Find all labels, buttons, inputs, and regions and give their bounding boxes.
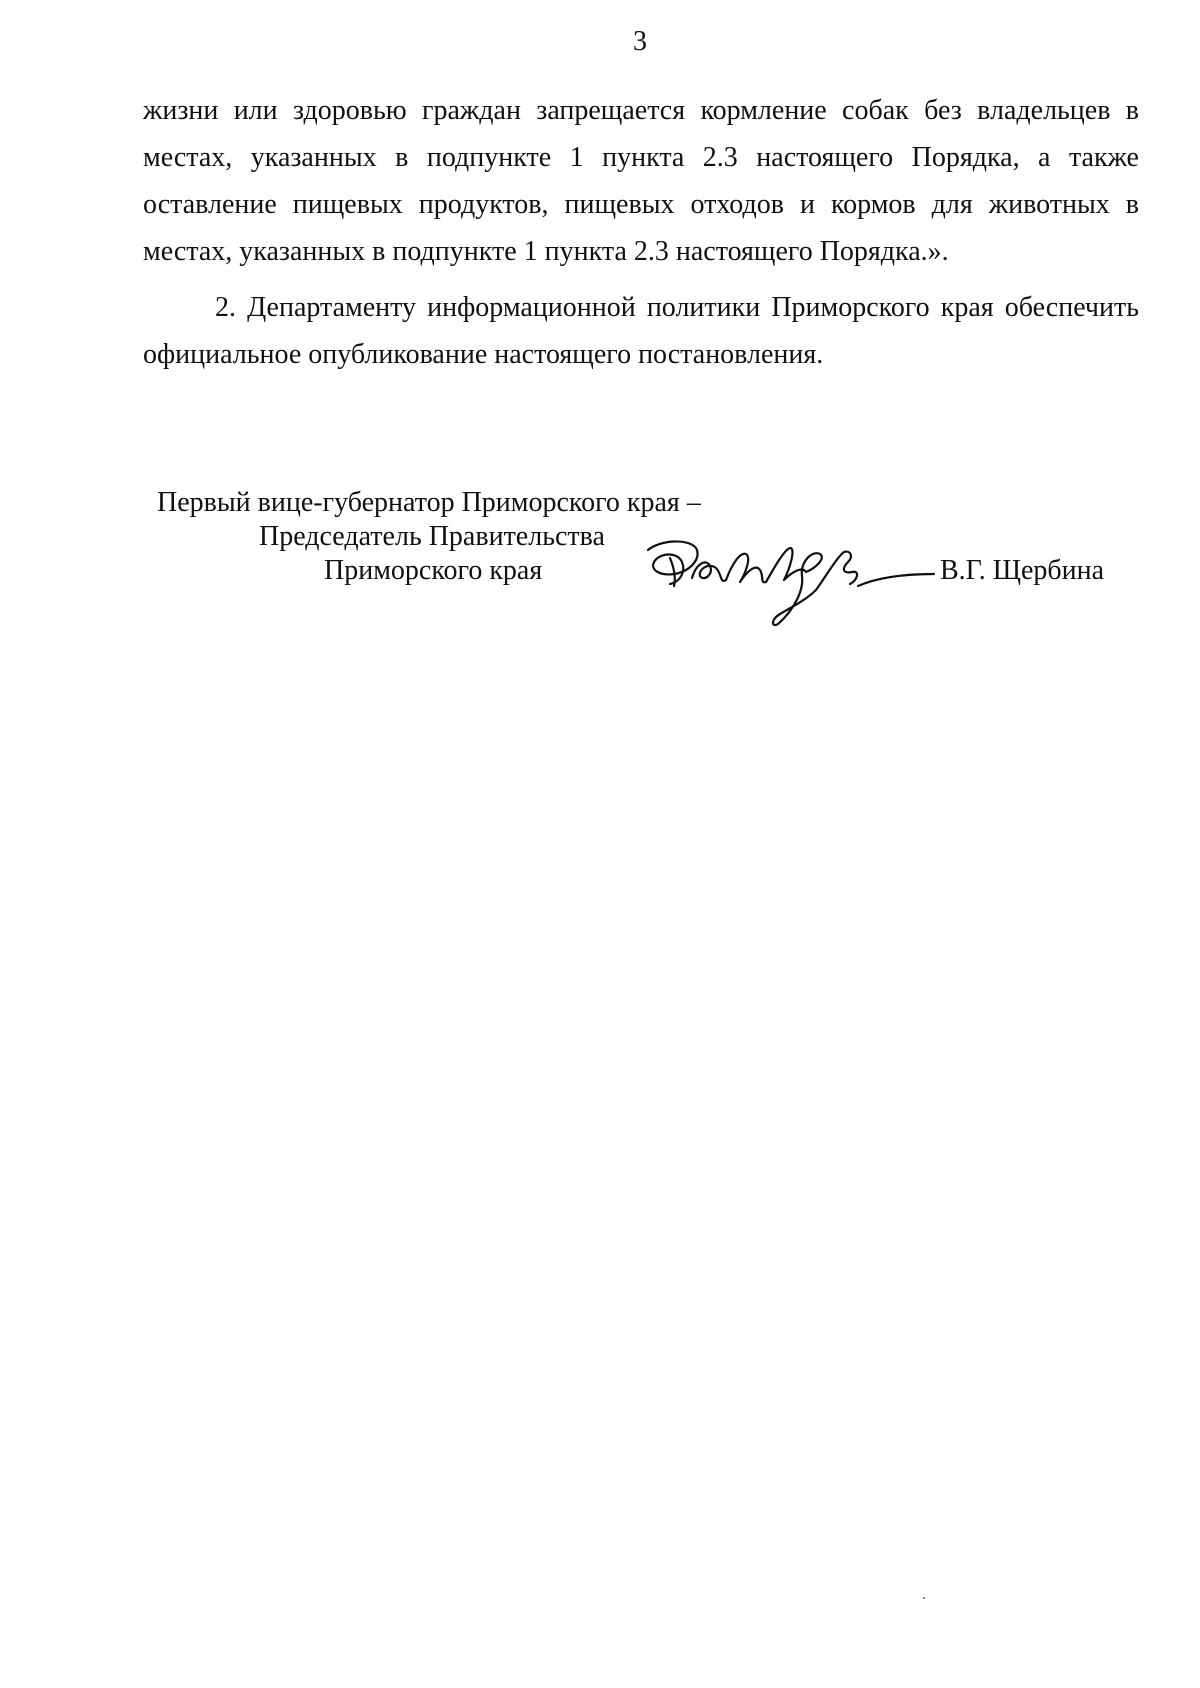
scan-artifact-dot [923,1597,925,1599]
paragraph-item-2: 2. Департаменту информационной политики Приморского края обеспечить официальное опубликование настоящего постановления. [143,292,1139,370]
signer-position-line-1: Первый вице-губернатор Приморского края – [157,487,701,518]
signer-position-line-3: Приморского края [324,555,543,586]
signature-block [0,0,1200,700]
paragraph-continuation: жизни или здоровью граждан запрещается кормление собак без владельцев в местах, указанных в подпункте 1 пункта 2.3 настоящего Порядка, а также оставление пищевых продуктов, пищевых отходов и кормов для животных в местах, указанных в подпункте 1 пункта 2.3 настоящего Порядка.». [143,95,1139,267]
signer-position-line-2: Председатель Правительства [259,521,605,552]
page-number: 3 [633,26,647,57]
handwritten-signature [630,528,940,638]
signer-name: В.Г. Щербина [940,555,1105,586]
